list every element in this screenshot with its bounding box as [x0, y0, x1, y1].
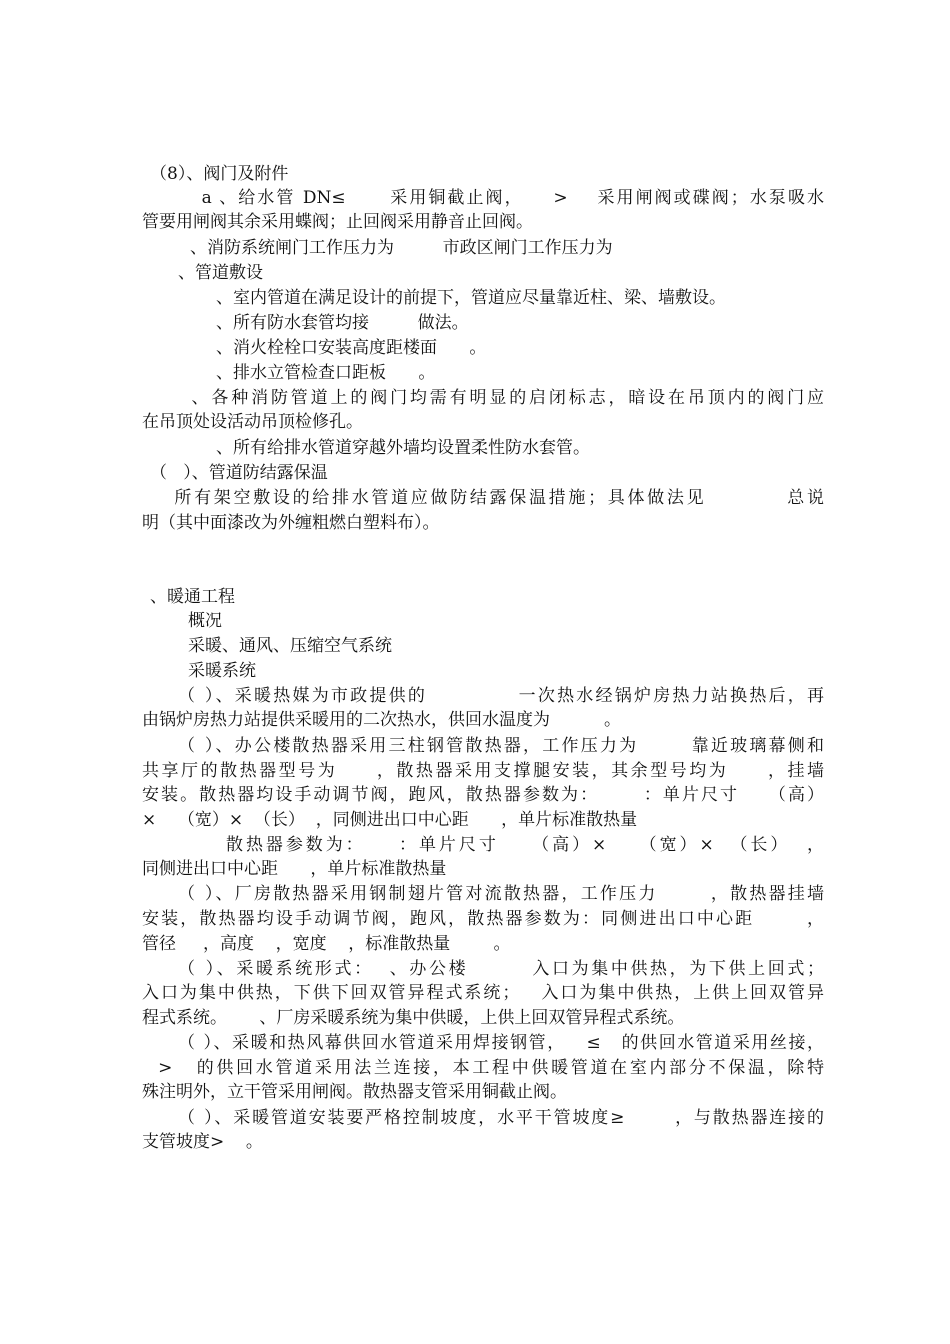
- text-line: 共享厅的散热器型号为 ，散热器采用支撑腿安装，其余型号均为 ，挂墙: [142, 761, 824, 781]
- heading-hvac: 、暖通工程: [150, 587, 235, 607]
- text-line: 管径 ，高度 ，宽度 ，标准散热量 。: [142, 934, 511, 954]
- text-line: 殊注明外，立干管采用闸阀。散热器支管采用铜截止阀。: [142, 1082, 567, 1102]
- text-line: × （宽）× （长） ，同侧进出口中心距 ，单片标准散热量: [142, 810, 638, 830]
- text-line: 安装。散热器均设手动调节阀，跑风，散热器参数为： ：单片尺寸 （高）: [142, 785, 824, 805]
- text-line: （ ）、厂房散热器采用钢制翅片管对流散热器，工作压力 ，散热器挂墙: [178, 884, 824, 904]
- text-line: 在吊顶处设活动吊顶检修孔。: [142, 412, 363, 432]
- text-line: 、排水立管检查口距板 。: [216, 363, 436, 383]
- text-line: （ ）、办公楼散热器采用三柱钢管散热器，工作压力为 靠近玻璃幕侧和: [178, 736, 824, 756]
- text-line: 、室内管道在满足设计的前提下，管道应尽量靠近柱、梁、墙敷设。: [216, 288, 726, 308]
- text-line: 所有架空敷设的给排水管道应做防结露保温措施；具体做法见 总说: [142, 488, 824, 508]
- text-line: 程式系统。 、厂房采暖系统为集中供暖，上供上回双管异程式系统。: [142, 1008, 685, 1028]
- heading-valves: （8）、阀门及附件: [150, 164, 289, 184]
- subheading-heating: 采暖系统: [188, 661, 256, 681]
- text-line: （ ）、采暖热媒为市政提供的 一次热水经锅炉房热力站换热后，再: [178, 686, 824, 706]
- text-line: a 、给水管 DN≤ 采用铜截止阀， > 采用闸阀或碟阀；水泵吸水: [142, 188, 824, 208]
- text-line: 入口为集中供热，下供下回双管异程式系统； 入口为集中供热，上供上回双管异: [142, 983, 824, 1003]
- text-line: 、消火栓栓口安装高度距楼面 。: [216, 338, 487, 358]
- text-line: 、各种消防管道上的阀门均需有明显的启闭标志，暗设在吊顶内的阀门应: [142, 388, 824, 408]
- subheading-systems: 采暖、通风、压缩空气系统: [188, 636, 392, 656]
- text-line: （ ）、采暖系统形式： 、办公楼 入口为集中供热，为下供上回式；: [178, 959, 824, 979]
- text-line: 明（其中面漆改为外缠粗燃白塑料布）。: [142, 513, 440, 533]
- text-line: 管要用闸阀其余采用蝶阀；止回阀采用静音止回阀。: [142, 212, 533, 232]
- text-line: 、消防系统闸门工作压力为 市政区闸门工作压力为: [163, 238, 613, 258]
- heading-pipe-laying: 、管道敷设: [178, 263, 263, 283]
- text-line: （ ）、采暖管道安装要严格控制坡度，水平干管坡度≥ ，与散热器连接的: [178, 1108, 824, 1128]
- text-line: 支管坡度> 。: [142, 1132, 263, 1152]
- text-line: 、所有防水套管均接 做法。: [216, 313, 469, 333]
- text-line: 安装，散热器均设手动调节阀，跑风，散热器参数为：同侧进出口中心距 ，: [142, 909, 824, 929]
- heading-condensation: （ ）、管道防结露保温: [150, 463, 328, 483]
- text-line: > 的供回水管道采用法兰连接，本工程中供暖管道在室内部分不保温，除特: [142, 1058, 824, 1078]
- text-line: （ ）、采暖和热风幕供回水管道采用焊接钢管， ≤ 的供回水管道采用丝接，: [178, 1033, 824, 1053]
- text-line: 由锅炉房热力站提供采暖用的二次热水，供回水温度为 。: [142, 710, 622, 730]
- text-line: 、所有给排水管道穿越外墙均设置柔性防水套管。: [216, 438, 590, 458]
- subheading-overview: 概况: [188, 611, 222, 631]
- text-line: 散热器参数为： ：单片尺寸 （高）× （宽）× （长） ，: [226, 835, 824, 855]
- text-line: 同侧进出口中心距 ，单片标准散热量: [142, 859, 447, 879]
